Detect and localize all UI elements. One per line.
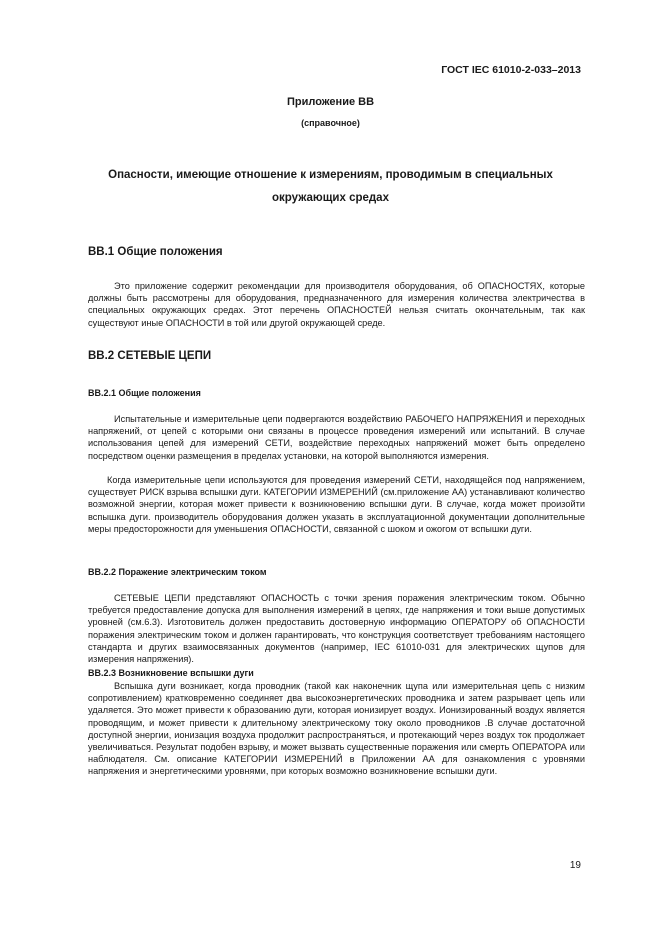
section-bb1-title: ВВ.1 Общие положения — [88, 246, 223, 258]
annex-note: (справочное) — [301, 118, 360, 128]
subsection-bb21-paragraph-2: Когда измерительные цепи используются для проведения измерений СЕТИ, находящейся под напряжением, существует РИСК взрыва вспышки дуги. КАТЕГОРИИ ИЗМЕРЕНИЙ (см.приложение АА) устанавливают количество возможной энергии, которая может привести к возникновению вспышки дуги. В случае, когда может произойти вспышка дуги. производитель оборудования должен указать в эксплуатационной документации дополнительные меры предосторожности для уменьшения ОПАСНОСТИ, связанной с шоком и ожогом от вспышки дуги. — [88, 475, 585, 534]
section-bb1-paragraph: Это приложение содержит рекомендации для производителя оборудования, об ОПАСНОСТЯХ, которые должны быть рассмотрены для оборудования, предназначенного для измерения количества электричества в специальных окружающих средах. Этот перечень ОПАСНОСТЕЙ нельзя считать окончательным, так как существуют иные ОПАСНОСТИ в той или другой окружающей среде. — [88, 281, 585, 328]
annex-heading-line-1: Опасности, имеющие отношение к измерениям, проводимым в специальных — [108, 169, 553, 181]
subsection-bb23-paragraph: Вспышка дуги возникает, когда проводник (такой как наконечник щупа или измерительная цепь с низким сопротивлением) кратковременно соединяет два высокоэнергетических проводника и затем разрывает цепь или удаляется. Это может привести к образованию дуги, которая ионизирует воздух. Ионизированный воздух является проводящим, и может привести к длительному электрическому току около проводников .В случае достаточной доступной энергии, ионизация воздуха продолжит распространяться, и протекающий через воздух ток продолжает увеличиваться. Результат подобен взрыву, и может вызвать существенные поражения или смерть ОПЕРАТОРА или наблюдателя. См. описание КАТЕГОРИИ ИЗМЕРЕНИЙ в Приложении АА для ознакомления с уровнями напряжения и энергетическими уровнями, при которых возможно возникновение вспышки дуги. — [88, 681, 585, 777]
section-bb2-title: ВВ.2 СЕТЕВЫЕ ЦЕПИ — [88, 350, 212, 362]
subsection-bb23-title: ВВ.2.3 Возникновение вспышки дуги — [88, 668, 254, 678]
annex-heading — [50, 164, 611, 210]
annex-heading-line-2: окружающих средах — [272, 192, 389, 204]
page-number: 19 — [569, 860, 581, 871]
subsection-bb22-title: ВВ.2.2 Поражение электрическим током — [88, 567, 267, 577]
subsection-bb22-paragraph: СЕТЕВЫЕ ЦЕПИ представляют ОПАСНОСТЬ с точки зрения поражения электрическим током. Обычно требуется предоставление допуска для выполнения измерений в цепях, где напряжения и токи выше допустимых уровней (см.6.3). Изготовитель должен предоставить достоверную информацию ОПЕРАТОРУ об ОПАСНОСТИ поражения электрическим током и должен гарантировать, что конструкция соответствует требованиям настоящего стандарта и других взаимосвязанных документов (например, IEC 61010-031 для электрических щупов для измерения напряжения). — [88, 593, 585, 665]
standard-code: ГОСТ IEC 61010-2-033–2013 — [441, 64, 581, 76]
annex-title: Приложение ВВ — [286, 96, 375, 108]
subsection-bb21-title: ВВ.2.1 Общие положения — [88, 388, 201, 398]
subsection-bb21-paragraph-1: Испытательные и измерительные цепи подвергаются воздействию РАБОЧЕГО НАПРЯЖЕНИЯ и переходных напряжений, от цепей с которыми они связаны в процессе проведения измерений или испытаний. В случае использования цепей для измерений СЕТИ, воздействие переходных напряжений может быть определено посредством оценки размещения в пределах установки, на которой выполняются измерения. — [88, 414, 585, 461]
